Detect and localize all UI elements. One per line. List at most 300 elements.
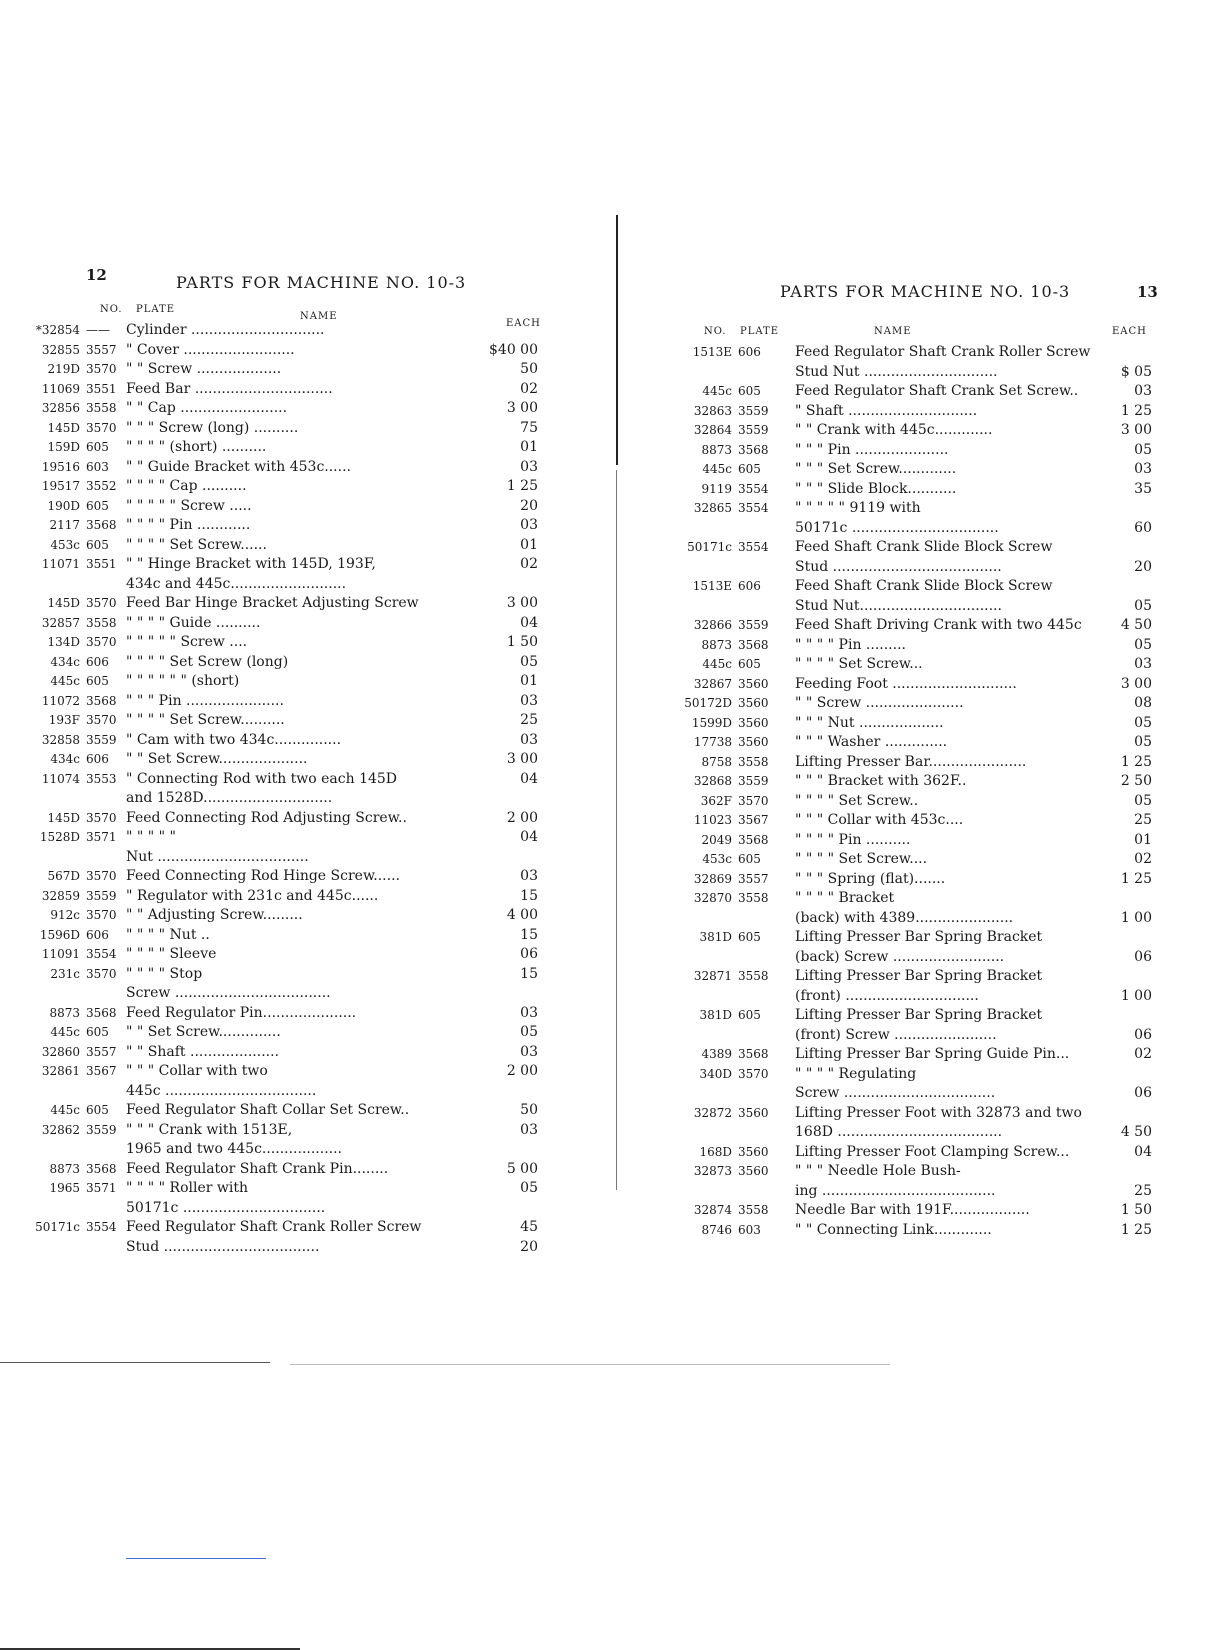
- part-name: " " Cap ........................: [126, 400, 288, 416]
- part-price: 3 00: [506, 595, 538, 611]
- part-number: 19517: [41, 479, 80, 493]
- plate-number: 3570: [86, 966, 117, 981]
- plate-number: 3559: [738, 618, 769, 632]
- part-number: 17738: [693, 735, 732, 749]
- part-name: Feed Regulator Shaft Crank Set Screw..: [795, 383, 1079, 399]
- part-number: 32870: [693, 891, 732, 905]
- part-name: " " " " Set Screw....: [795, 851, 928, 867]
- part-name: Lifting Presser Bar Spring Bracket: [795, 929, 1043, 945]
- part-name: Lifting Presser Bar......................: [795, 753, 1027, 770]
- part-price: 15: [520, 887, 538, 904]
- part-number: 11023: [693, 813, 732, 827]
- part-price: 1 25: [1120, 753, 1152, 770]
- plate-number: 605: [738, 384, 761, 398]
- table-row: [8, 419, 548, 439]
- table-row: [612, 499, 1157, 519]
- part-number: 2049: [701, 832, 732, 847]
- table-row: [8, 945, 548, 965]
- plate-number: 3570: [86, 869, 117, 883]
- part-name: " " " " Sleeve: [126, 946, 217, 962]
- table-row: [8, 887, 548, 907]
- plate-number: 605: [738, 462, 761, 476]
- plate-number: ——: [86, 323, 110, 337]
- part-name: " " Screw ...................: [126, 361, 282, 377]
- table-row: [612, 519, 1157, 539]
- table-row: [8, 653, 548, 673]
- table-row: [8, 536, 548, 556]
- part-name: " " Shaft ....................: [126, 1043, 279, 1060]
- plate-number: 3570: [86, 362, 117, 376]
- part-price: 03: [520, 868, 538, 884]
- part-number: 11071: [41, 557, 80, 571]
- part-name: " Regulator with 231c and 445c......: [126, 887, 379, 904]
- column-header-plate: PLATE: [740, 326, 780, 337]
- table-row: [8, 1199, 548, 1219]
- plate-number: 3560: [738, 1105, 769, 1120]
- part-name: (front) Screw .......................: [795, 1026, 997, 1043]
- table-row: [612, 987, 1157, 1007]
- part-number: 340D: [699, 1066, 732, 1081]
- part-name: Feed Regulator Shaft Crank Pin........: [126, 1160, 389, 1177]
- part-price: 25: [520, 712, 538, 728]
- blue-mark: [126, 1558, 266, 1559]
- part-name: Nut ..................................: [126, 848, 309, 865]
- part-name: " " " " " " (short): [126, 673, 240, 689]
- plate-number: 605: [86, 1025, 109, 1039]
- part-number: 8746: [701, 1222, 732, 1237]
- parts-list: [612, 343, 1157, 1240]
- table-row: [8, 867, 548, 887]
- part-number: 445c: [50, 1103, 80, 1117]
- part-name: " " Adjusting Screw.........: [126, 907, 303, 923]
- part-number: 9119: [701, 481, 732, 496]
- part-price: 06: [1134, 948, 1152, 965]
- part-number: 193F: [48, 713, 80, 727]
- part-price: 02: [520, 380, 538, 397]
- plate-number: 3559: [738, 403, 769, 418]
- table-row: [8, 672, 548, 692]
- page-title: PARTS FOR MACHINE NO. 10-3: [176, 273, 467, 292]
- table-row: [612, 1201, 1157, 1221]
- part-number: 32865: [693, 501, 732, 515]
- table-row: [612, 909, 1157, 929]
- plate-number: 3553: [86, 771, 117, 786]
- part-name: " Cover .........................: [126, 341, 295, 358]
- plate-number: 605: [86, 498, 109, 513]
- table-row: [8, 711, 548, 731]
- part-price: 03: [520, 1043, 538, 1060]
- part-name: " " " " Stop: [126, 965, 203, 982]
- part-price: 1 25: [1120, 1221, 1152, 1238]
- plate-number: 3559: [738, 423, 769, 437]
- plate-number: 3570: [86, 420, 117, 435]
- part-number: 145D: [47, 596, 80, 610]
- plate-number: 3560: [738, 676, 769, 691]
- part-price: 1 25: [1120, 870, 1152, 887]
- part-name: " " " " (short) ..........: [126, 439, 267, 455]
- part-number: 32872: [693, 1105, 732, 1120]
- table-row: [8, 1179, 548, 1199]
- part-name: 50171c .................................: [795, 519, 999, 536]
- part-number: 32864: [693, 423, 732, 437]
- table-row: [612, 538, 1157, 558]
- part-name: and 1528D.............................: [126, 790, 333, 806]
- part-name: 445c ..................................: [126, 1082, 317, 1099]
- part-number: 145D: [47, 420, 80, 435]
- part-price: 02: [1134, 1046, 1152, 1062]
- part-name: Screw ...................................: [126, 985, 331, 1001]
- part-name: " Shaft .............................: [795, 402, 978, 419]
- table-row: [612, 343, 1157, 363]
- part-price: 05: [1134, 441, 1152, 458]
- part-name: " " " " " Screw ....: [126, 634, 248, 650]
- part-price: 01: [520, 673, 538, 689]
- part-number: 32866: [693, 618, 732, 632]
- part-number: 1513E: [692, 579, 732, 593]
- part-price: 50: [520, 361, 538, 377]
- part-name: " " Crank with 445c.............: [795, 422, 993, 438]
- part-name: " " " Collar with 453c....: [795, 812, 964, 828]
- scan-edge-left: [0, 1362, 270, 1363]
- plate-number: 3570: [86, 713, 117, 727]
- part-name: " " " " " 9119 with: [795, 500, 921, 516]
- part-name: " " " " Set Screw..........: [126, 712, 285, 728]
- part-number: 190D: [47, 498, 80, 513]
- part-number: 8873: [49, 1005, 80, 1020]
- part-number: 445c: [702, 462, 732, 476]
- table-row: [612, 558, 1157, 578]
- part-name: " " " " Cap ..........: [126, 478, 247, 494]
- part-price: 20: [1134, 558, 1152, 575]
- plate-number: 3559: [86, 732, 117, 747]
- part-name: Lifting Presser Foot Clamping Screw...: [795, 1143, 1070, 1160]
- table-row: [612, 1182, 1157, 1202]
- part-name: " " " " Pin .........: [795, 636, 906, 653]
- plate-number: 3560: [738, 735, 769, 749]
- plate-number: 606: [86, 752, 109, 766]
- part-price: 04: [520, 770, 538, 787]
- part-price: 3 00: [1120, 675, 1152, 692]
- part-price: $ 05: [1120, 363, 1152, 380]
- plate-number: 3568: [86, 693, 117, 708]
- plate-number: 3557: [738, 871, 769, 886]
- table-row: [612, 753, 1157, 773]
- part-price: 02: [520, 556, 538, 572]
- part-price: 1 25: [506, 478, 538, 494]
- table-row: [612, 363, 1157, 383]
- plate-number: 606: [86, 927, 109, 942]
- part-price: 45: [520, 1219, 538, 1235]
- part-name: Feed Bar ...............................: [126, 380, 333, 397]
- part-price: 06: [1134, 1085, 1152, 1101]
- part-number: 32861: [41, 1064, 80, 1078]
- table-row: [612, 772, 1157, 792]
- part-name: Lifting Presser Bar Spring Bracket: [795, 968, 1043, 984]
- part-name: Feed Bar Hinge Bracket Adjusting Screw: [126, 595, 419, 611]
- table-row: [612, 714, 1157, 734]
- part-number: 159D: [47, 440, 80, 454]
- part-name: " " " Bracket with 362F..: [795, 773, 967, 789]
- part-name: " " " Nut ...................: [795, 714, 944, 731]
- table-row: [612, 733, 1157, 753]
- part-number: 1513E: [692, 345, 732, 359]
- part-name: " " " " Nut ..: [126, 926, 210, 943]
- table-row: [8, 1043, 548, 1063]
- part-number: 381D: [699, 1008, 732, 1022]
- part-name: " " " " Pin ..........: [795, 831, 911, 848]
- part-name: Feed Regulator Pin.....................: [126, 1004, 357, 1021]
- part-price: 08: [1134, 695, 1152, 711]
- part-price: 1 25: [1120, 402, 1152, 419]
- plate-number: 605: [738, 1008, 761, 1022]
- table-row: [8, 1218, 548, 1238]
- part-number: 32871: [693, 969, 732, 983]
- plate-number: 3559: [738, 774, 769, 788]
- part-name: " " " Washer ..............: [795, 734, 948, 750]
- plate-number: 3567: [86, 1064, 117, 1078]
- part-number: 32868: [693, 774, 732, 788]
- part-price: 35: [1134, 480, 1152, 497]
- table-row: [8, 321, 548, 341]
- plate-number: 3554: [86, 947, 117, 961]
- part-name: Lifting Presser Foot with 32873 and two: [795, 1104, 1082, 1121]
- plate-number: 3551: [86, 557, 117, 571]
- part-number: 453c: [702, 852, 732, 866]
- table-row: [612, 1065, 1157, 1085]
- table-row: [8, 1082, 548, 1102]
- part-number: 445c: [702, 384, 732, 398]
- part-price: 05: [1134, 636, 1152, 653]
- part-price: 25: [1134, 1182, 1152, 1199]
- part-name: " Cam with two 434c...............: [126, 731, 342, 748]
- plate-number: 3558: [738, 891, 769, 905]
- column-header-name: NAME: [300, 311, 338, 322]
- table-row: [612, 850, 1157, 870]
- plate-number: 3570: [86, 810, 117, 825]
- part-price: 75: [520, 419, 538, 436]
- table-row: [8, 516, 548, 536]
- part-name: " " " Collar with two: [126, 1063, 268, 1079]
- table-row: [612, 441, 1157, 461]
- part-name: (back) with 4389......................: [795, 909, 1014, 926]
- part-price: 03: [520, 731, 538, 748]
- part-number: 912c: [50, 908, 80, 922]
- part-price: 3 00: [506, 400, 538, 416]
- part-number: 50171c: [687, 540, 732, 554]
- column-header-no: NO.: [100, 304, 123, 315]
- table-row: [612, 421, 1157, 441]
- part-number: 32860: [41, 1044, 80, 1059]
- part-price: 20: [520, 497, 538, 514]
- table-row: [8, 614, 548, 634]
- part-name: Cylinder ..............................: [126, 322, 325, 338]
- part-number: 445c: [50, 1025, 80, 1039]
- part-number: 1596D: [39, 927, 80, 942]
- part-price: 03: [520, 517, 538, 533]
- part-name: 50171c ................................: [126, 1199, 326, 1216]
- table-row: [8, 770, 548, 790]
- table-row: [8, 1062, 548, 1082]
- table-row: [8, 380, 548, 400]
- table-row: [8, 789, 548, 809]
- part-name: Stud Nut ..............................: [795, 363, 998, 380]
- plate-number: 3570: [738, 793, 769, 808]
- part-number: 1599D: [691, 715, 732, 730]
- table-row: [8, 984, 548, 1004]
- table-row: [612, 1143, 1157, 1163]
- part-name: " " Hinge Bracket with 145D, 193F,: [126, 556, 376, 572]
- part-number: 1965: [49, 1181, 80, 1195]
- part-name: " " " " Pin ............: [126, 517, 251, 533]
- part-price: 05: [1134, 792, 1152, 809]
- table-row: [8, 1140, 548, 1160]
- part-number: 50171c: [35, 1220, 80, 1234]
- part-number: 453c: [50, 537, 80, 552]
- part-name: 168D .....................................: [795, 1124, 1003, 1140]
- part-name: ing .......................................: [795, 1182, 996, 1199]
- part-price: $40 00: [489, 341, 538, 358]
- plate-number: 606: [738, 345, 761, 359]
- table-row: [8, 1160, 548, 1180]
- part-name: " " " Needle Hole Bush-: [795, 1163, 961, 1179]
- table-row: [8, 926, 548, 946]
- part-name: " " " Slide Block...........: [795, 480, 957, 497]
- part-name: Feed Connecting Rod Adjusting Screw..: [126, 809, 407, 826]
- part-price: 1 50: [506, 634, 538, 650]
- plate-number: 3558: [738, 1203, 769, 1217]
- part-name: " " " Pin ......................: [126, 692, 284, 709]
- table-row: [8, 906, 548, 926]
- part-name: Feeding Foot ............................: [795, 675, 1017, 692]
- plate-number: 3558: [86, 615, 117, 630]
- part-number: 32869: [693, 871, 732, 886]
- plate-number: 605: [86, 537, 109, 552]
- part-name: " " Connecting Link.............: [795, 1221, 992, 1238]
- table-row: [8, 497, 548, 517]
- plate-number: 3571: [86, 1181, 117, 1195]
- table-row: [8, 575, 548, 595]
- part-price: 1 00: [1120, 909, 1152, 926]
- plate-number: 3558: [738, 754, 769, 769]
- part-name: " " " " Set Screw (long): [126, 653, 289, 670]
- part-price: 20: [520, 1238, 538, 1255]
- part-price: 15: [520, 965, 538, 982]
- column-header-plate: PLATE: [136, 304, 176, 315]
- part-price: 1 00: [1120, 987, 1152, 1004]
- page-title: PARTS FOR MACHINE NO. 10-3: [780, 282, 1071, 301]
- part-price: 2 50: [1120, 773, 1152, 789]
- table-row: [612, 811, 1157, 831]
- table-row: [612, 1162, 1157, 1182]
- plate-number: 3568: [738, 442, 769, 457]
- part-number: 445c: [702, 657, 732, 671]
- part-name: " " " " ": [126, 829, 176, 845]
- part-number: 11074: [41, 771, 80, 786]
- table-row: [612, 1123, 1157, 1143]
- column-header-each: EACH: [1112, 326, 1147, 337]
- part-price: 2 00: [506, 809, 538, 826]
- plate-number: 605: [86, 674, 109, 688]
- part-name: Feed Shaft Crank Slide Block Screw: [795, 578, 1053, 594]
- part-number: 381D: [699, 930, 732, 944]
- part-number: 32855: [41, 342, 80, 357]
- part-price: 03: [520, 692, 538, 709]
- plate-number: 605: [738, 852, 761, 866]
- part-name: " " " " Bracket: [795, 890, 895, 906]
- table-row: [612, 1045, 1157, 1065]
- column-header-name: NAME: [874, 326, 912, 337]
- table-row: [612, 616, 1157, 636]
- part-number: 8873: [701, 442, 732, 457]
- part-price: 04: [1134, 1143, 1152, 1160]
- part-number: 2117: [49, 518, 80, 532]
- plate-number: 3558: [738, 969, 769, 983]
- plate-number: 3554: [738, 481, 769, 496]
- part-number: 1528D: [39, 830, 80, 844]
- part-name: Feed Connecting Rod Hinge Screw......: [126, 868, 400, 884]
- part-name: " " " Crank with 1513E,: [126, 1121, 293, 1138]
- table-row: [612, 1221, 1157, 1241]
- part-name: Lifting Presser Bar Spring Bracket: [795, 1007, 1043, 1023]
- table-row: [8, 399, 548, 419]
- part-name: Screw ..................................: [795, 1085, 996, 1101]
- table-row: [612, 1006, 1157, 1026]
- left-page: [0, 0, 612, 1584]
- plate-number: 605: [86, 440, 109, 454]
- part-price: 04: [520, 614, 538, 631]
- part-name: " " " " Regulating: [795, 1065, 917, 1082]
- part-name: " " " " Roller with: [126, 1180, 249, 1196]
- part-number: 32859: [41, 888, 80, 903]
- part-number: 32857: [41, 615, 80, 630]
- part-price: 2 00: [506, 1063, 538, 1079]
- plate-number: 3568: [738, 832, 769, 847]
- part-price: 60: [1134, 519, 1152, 536]
- part-price: 1 50: [1120, 1202, 1152, 1218]
- part-number: 32862: [41, 1122, 80, 1137]
- part-number: 11072: [41, 693, 80, 708]
- plate-number: 3568: [86, 518, 117, 532]
- part-price: 06: [1134, 1026, 1152, 1043]
- table-row: [8, 458, 548, 478]
- right-page: [612, 0, 1224, 1584]
- part-name: " " " Screw (long) ..........: [126, 419, 299, 436]
- part-price: 05: [520, 1024, 538, 1040]
- part-name: " Connecting Rod with two each 145D: [126, 770, 398, 787]
- part-number: 11091: [41, 947, 80, 961]
- part-name: " " Set Screw..............: [126, 1024, 281, 1040]
- plate-number: 3567: [738, 813, 769, 827]
- part-number: 134D: [47, 635, 80, 649]
- part-name: Stud Nut................................: [795, 597, 1002, 614]
- part-number: 50172D: [684, 696, 732, 710]
- part-number: 32874: [693, 1203, 732, 1217]
- table-row: [8, 750, 548, 770]
- part-name: " " " " Set Screw......: [126, 536, 267, 553]
- plate-number: 3570: [86, 596, 117, 610]
- part-price: 04: [520, 829, 538, 845]
- part-name: Stud ...................................: [126, 1238, 320, 1255]
- plate-number: 3554: [86, 1220, 117, 1234]
- plate-number: 3557: [86, 342, 117, 357]
- part-number: 32873: [693, 1164, 732, 1178]
- part-price: 03: [520, 458, 538, 475]
- table-row: [612, 928, 1157, 948]
- part-price: 3 00: [506, 751, 538, 767]
- plate-number: 606: [86, 654, 109, 669]
- part-number: 231c: [50, 966, 80, 981]
- part-name: " " " Spring (flat).......: [795, 870, 946, 887]
